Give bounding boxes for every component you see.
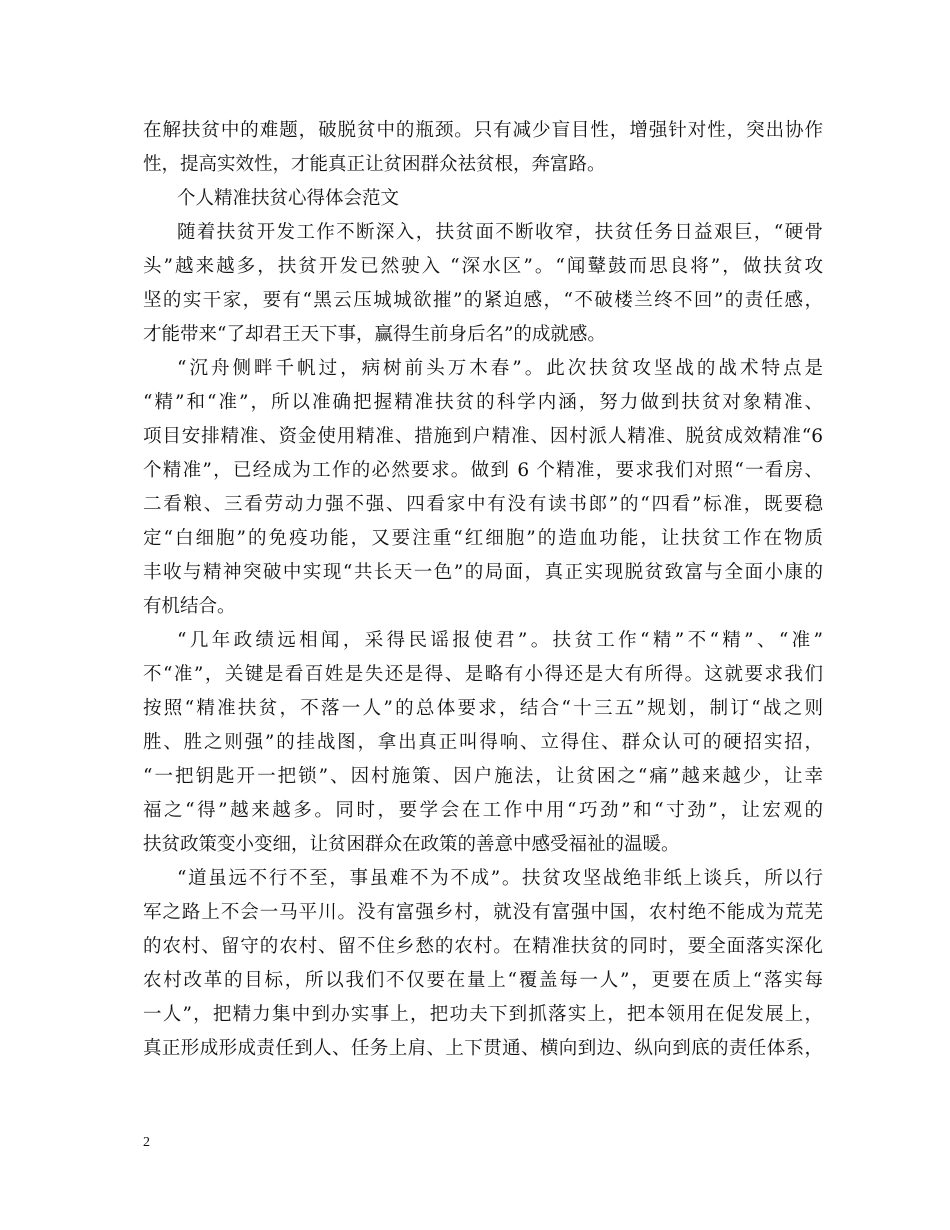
text-line: 按照“精准扶贫，不落一人”的总体要求，结合“十三五”规划，制订“战之则 [143, 698, 823, 719]
text-line: “精”和“准”，所以准确把握精准扶贫的科学内涵，努力做到扶贫对象精准、 [143, 392, 823, 413]
text-line: 二看粮、三看劳动力强不强、四看家中有没有读书郎”的“四看”标准，既要稳 [143, 494, 823, 515]
text-line: 丰收与精神突破中实现“共长天一色”的局面，真正实现脱贫致富与全面小康的 [143, 562, 823, 583]
text-line: 农村改革的目标，所以我们不仅要在量上“覆盖每一人”，更要在质上“落实每 [143, 970, 823, 991]
text-line: 才能带来“了却君王天下事，赢得生前身后名”的成就感。 [143, 324, 606, 345]
text-line: 真正形成形成责任到人、任务上肩、上下贯通、横向到边、纵向到底的责任体系， [143, 1038, 823, 1059]
text-line: “沉舟侧畔千帆过，病树前头万木春”。此次扶贫攻坚战的战术特点是 [177, 358, 823, 379]
text-line: 定“白细胞”的免疫功能，又要注重“红细胞”的造血功能，让扶贫工作在物质 [143, 528, 823, 549]
page-number: 2 [143, 1135, 150, 1150]
text-line: 胜、胜之则强”的挂战图，拿出真正叫得响、立得住、群众认可的硬招实招， [143, 732, 823, 753]
text-line: “几年政绩远相闻，采得民谣报使君”。扶贫工作“精”不“精”、“准” [177, 630, 823, 651]
text-line: 随着扶贫开发工作不断深入，扶贫面不断收窄，扶贫任务日益艰巨，“硬骨 [177, 222, 823, 243]
text-line: 的农村、留守的农村、留不住乡愁的农村。在精准扶贫的同时，要全面落实深化 [143, 936, 823, 957]
text-line: 在解扶贫中的难题，破脱贫中的瓶颈。只有减少盲目性，增强针对性，突出协作 [143, 120, 823, 141]
document-body [143, 114, 823, 1066]
text-line: “一把钥匙开一把锁”、因村施策、因户施法，让贫困之“痛”越来越少，让幸 [143, 766, 823, 787]
text-line: 头”越来越多，扶贫开发已然驶入 “深水区”。“闻鼙鼓而思良将”，做扶贫攻 [143, 256, 823, 277]
text-line: “道虽远不行不至，事虽难不为不成”。扶贫攻坚战绝非纸上谈兵，所以行 [177, 868, 823, 889]
text-line: 个人精准扶贫心得体会范文 [177, 188, 400, 209]
text-line: 扶贫政策变小变细，让贫困群众在政策的善意中感受福祉的温暖。 [143, 834, 680, 855]
text-line: 福之“得”越来越多。同时，要学会在工作中用“巧劲”和“寸劲”，让宏观的 [143, 800, 823, 821]
text-line: 有机结合。 [143, 596, 236, 617]
text-line: 军之路上不会一马平川。没有富强乡村，就没有富强中国，农村绝不能成为荒芜 [143, 902, 823, 923]
text-line: 项目安排精准、资金使用精准、措施到户精准、因村派人精准、脱贫成效精准“6 [143, 426, 823, 447]
text-line: 坚的实干家，要有“黑云压城城欲摧”的紧迫感，“不破楼兰终不回”的责任感， [143, 290, 823, 311]
text-line: 不“准”，关键是看百姓是失还是得、是略有小得还是大有所得。这就要求我们 [143, 664, 823, 685]
text-line: 一人”，把精力集中到办实事上，把功夫下到抓落实上，把本领用在促发展上， [143, 1004, 823, 1025]
text-line: 个精准”，已经成为工作的必然要求。做到 6 个精准，要求我们对照“一看房、 [143, 460, 823, 481]
text-line: 性，提高实效性，才能真正让贫困群众祛贫根，奔富路。 [143, 154, 606, 175]
